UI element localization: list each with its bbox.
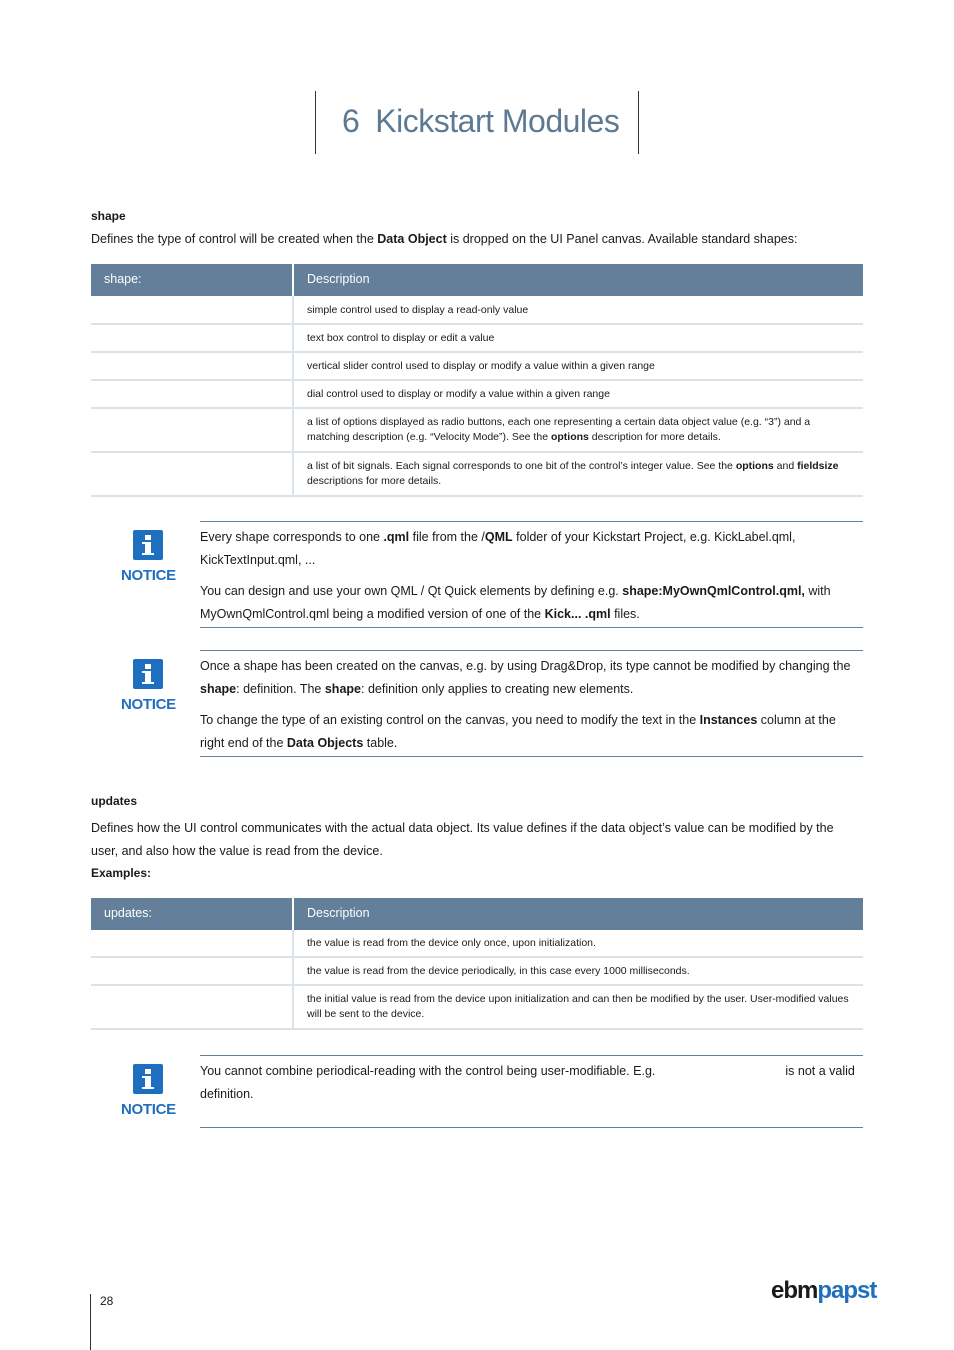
table-row [91, 930, 863, 958]
notice-paragraph: You can design and use your own QML / Qt Quick elements by defining e.g. shape:MyOwnQmlControl.qml, with MyOwnQmlControl.qml being a modified version of one of the Kick... .qml files. [200, 584, 831, 621]
updates-table [91, 898, 863, 1030]
description-cell: text box control to display or edit a value [307, 332, 495, 344]
shape-section-title: shape [91, 209, 126, 223]
notice-label: NOTICE [121, 696, 176, 713]
description-text: description for more details. [588, 431, 721, 443]
footer-divider [90, 1294, 91, 1350]
description-text: descriptions for more details. [307, 475, 442, 487]
shape-intro-text: Defines the type of control will be created when the [91, 232, 378, 246]
notice-body [200, 1055, 863, 1128]
examples-label: Examples: [91, 866, 152, 880]
updates-section-title: updates [91, 794, 138, 808]
notice-box [91, 650, 863, 758]
shape-cell [91, 353, 294, 379]
description-cell: simple control used to display a read-only value [307, 304, 529, 316]
notice-body [200, 521, 863, 628]
shape-cell [91, 453, 294, 495]
notice-paragraph: Every shape corresponds to one .qml file from the /QML folder of your Kickstart Project, e.g. KickLabel.qml, KickTextInput.qml, ... [200, 530, 796, 567]
header-cell-updates: updates: [91, 898, 294, 930]
table-row [91, 353, 863, 381]
table-row [91, 986, 863, 1030]
updates-intro: Defines how the UI control communicates with the actual data object. Its value defines if the data object’s value can be modified by the user, and also how the value is read from the device. [91, 821, 834, 858]
shape-cell [91, 409, 294, 451]
notice-box [91, 521, 863, 629]
ebmpapst-logo: ebmpapst [771, 1277, 877, 1304]
page-number: 28 [100, 1294, 114, 1308]
notice-body [200, 650, 863, 757]
shape-intro [91, 228, 863, 251]
table-row [91, 409, 863, 453]
description-cell [294, 453, 863, 495]
description-bold: options [550, 431, 589, 443]
notice-label: NOTICE [121, 567, 176, 584]
shape-cell [91, 325, 294, 351]
notice-paragraph: Once a shape has been created on the canvas, e.g. by using Drag&Drop, its type cannot be modified by changing the shape: definition. The shape: definition only applies to creating new elements. [200, 659, 851, 696]
table-row [91, 381, 863, 409]
description-bold: fieldsize [797, 460, 839, 472]
description-bold: options [735, 460, 774, 472]
table-row [91, 296, 863, 325]
info-icon [133, 1064, 163, 1094]
shape-table [91, 264, 863, 497]
chapter-number: 6 [342, 103, 360, 139]
description-cell: the value is read from the device periodically, in this case every 1000 milliseconds. [307, 965, 690, 977]
description-cell: the initial value is read from the device upon initialization and can then be modified by the user. User-modified values will be sent to the device. [307, 993, 849, 1020]
description-cell: vertical slider control used to display or modify a value within a given range [307, 360, 655, 372]
info-icon [133, 530, 163, 560]
table-row [91, 958, 863, 986]
chapter-title [342, 103, 619, 140]
updates-cell [91, 930, 294, 956]
description-text: a list of bit signals. Each signal corresponds to one bit of the control’s integer value. See the [307, 460, 736, 472]
table-row [91, 325, 863, 353]
notice-paragraph: To change the type of an existing control on the canvas, you need to modify the text in the Instances column at the right end of the Data Objects table. [200, 713, 836, 750]
header-cell-description: Description [307, 906, 370, 920]
notice-label: NOTICE [121, 1101, 176, 1118]
shape-intro-text-end: is dropped on the UI Panel canvas. Available standard shapes: [446, 232, 798, 246]
chapter-header [315, 91, 639, 154]
table-header [91, 898, 863, 930]
table-header [91, 264, 863, 296]
shape-intro-bold: Data Object [377, 232, 447, 246]
description-text: a list of options displayed as radio buttons, each one representing a certain data object value (e.g. “3”) and a matching description (e.g. “Velocity Mode”). See the [307, 416, 811, 443]
table-row [91, 453, 863, 497]
info-icon [133, 659, 163, 689]
updates-cell [91, 958, 294, 984]
shape-cell [91, 296, 294, 323]
shape-cell [91, 381, 294, 407]
description-cell: the value is read from the device only once, upon initialization. [307, 937, 596, 949]
header-cell-shape: shape: [91, 264, 294, 296]
notice-box [91, 1055, 863, 1129]
header-cell-description: Description [307, 272, 370, 286]
chapter-title-text: Kickstart Modules [375, 103, 620, 139]
description-cell [294, 409, 863, 451]
updates-cell [91, 986, 294, 1028]
description-cell: dial control used to display or modify a value within a given range [307, 388, 610, 400]
notice-paragraph: You cannot combine periodical-reading with the control being user-modifiable. E.g. is not a valid definition. [200, 1064, 855, 1101]
description-text: and [773, 460, 798, 472]
